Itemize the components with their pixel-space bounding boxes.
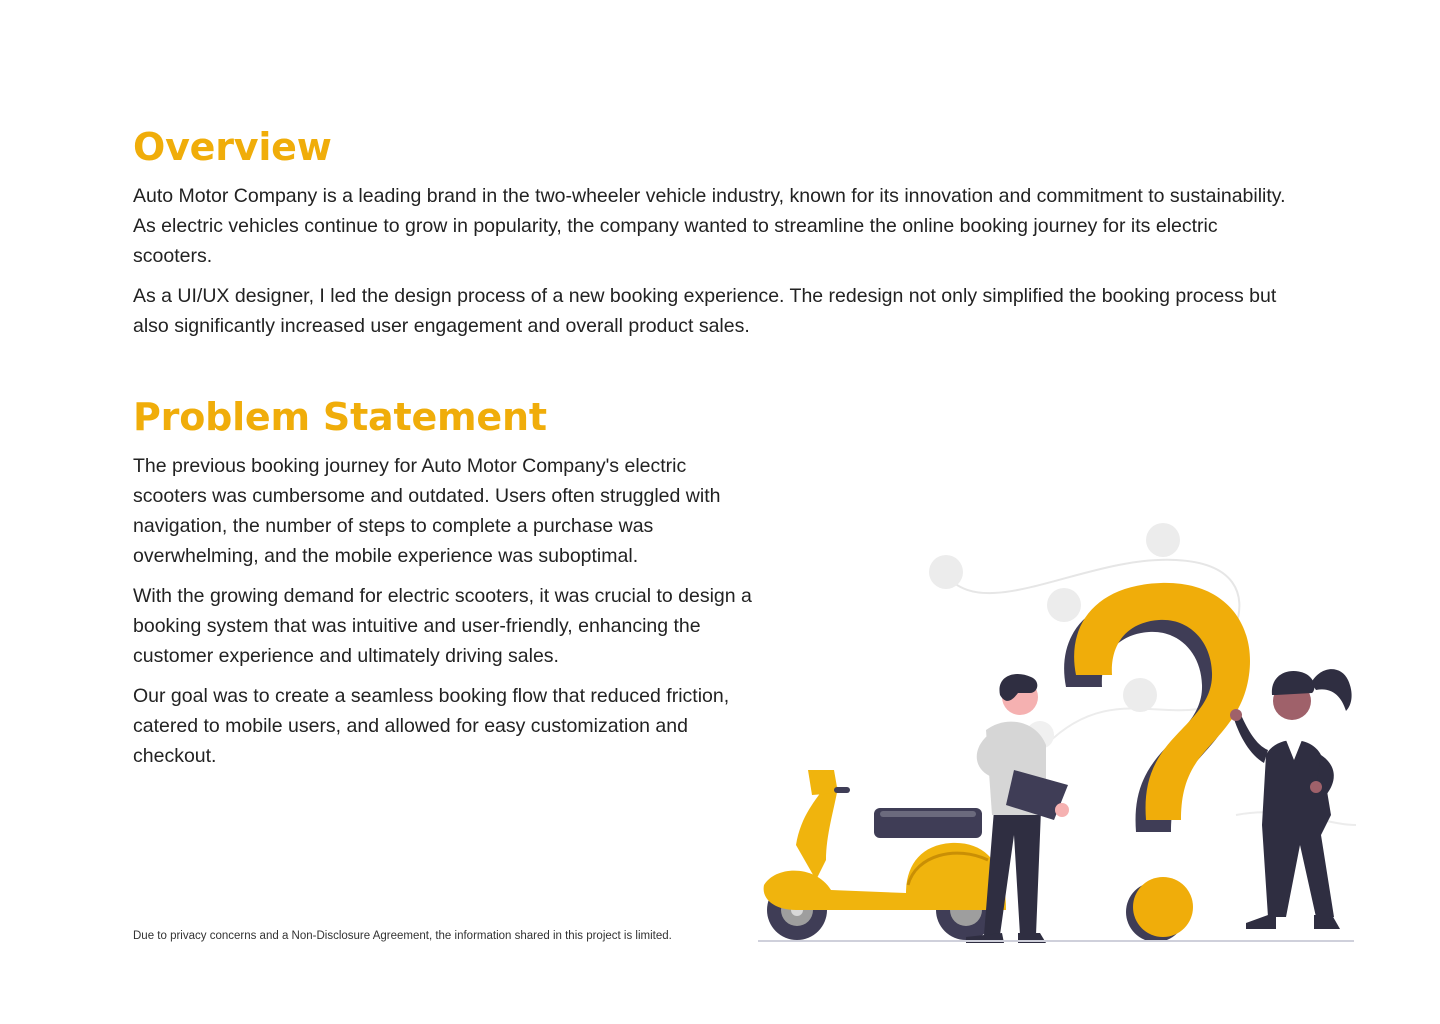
scooter-icon bbox=[764, 770, 1006, 940]
woman-thinking-icon bbox=[1230, 669, 1352, 929]
problem-statement-title: Problem Statement bbox=[133, 395, 547, 439]
overview-paragraph-2: As a UI/UX designer, I led the design process of a new booking experience. The redesign not only simplified the booking process but also significantly increased user engagement and overall product sales. bbox=[133, 285, 1277, 337]
nda-disclaimer: Due to privacy concerns and a Non-Disclosure Agreement, the information shared in this project is limited. bbox=[133, 930, 672, 942]
problem-paragraph-3: Our goal was to create a seamless booking flow that reduced friction, catered to mobile users, and allowed for easy customization and checkout. bbox=[133, 685, 730, 767]
question-mark-scooter-illustration bbox=[756, 515, 1356, 945]
question-mark-icon bbox=[1064, 583, 1250, 942]
overview-title: Overview bbox=[133, 125, 332, 169]
problem-paragraph-2: With the growing demand for electric scooters, it was crucial to design a booking system that was intuitive and user-friendly, enhancing the customer experience and ultimately driving sales. bbox=[133, 585, 752, 667]
overview-paragraph-1: Auto Motor Company is a leading brand in the two-wheeler vehicle industry, known for its innovation and commitment to sustainability. As electric vehicles continue to grow in popularity, the company wanted to streamline the online booking journey for its electric scooters. bbox=[133, 185, 1286, 267]
problem-paragraph-1: The previous booking journey for Auto Motor Company's electric scooters was cumbersome and outdated. Users often struggled with navigation, the number of steps to complete a purchase was overwhelming, and the mobile experience was suboptimal. bbox=[133, 455, 721, 567]
